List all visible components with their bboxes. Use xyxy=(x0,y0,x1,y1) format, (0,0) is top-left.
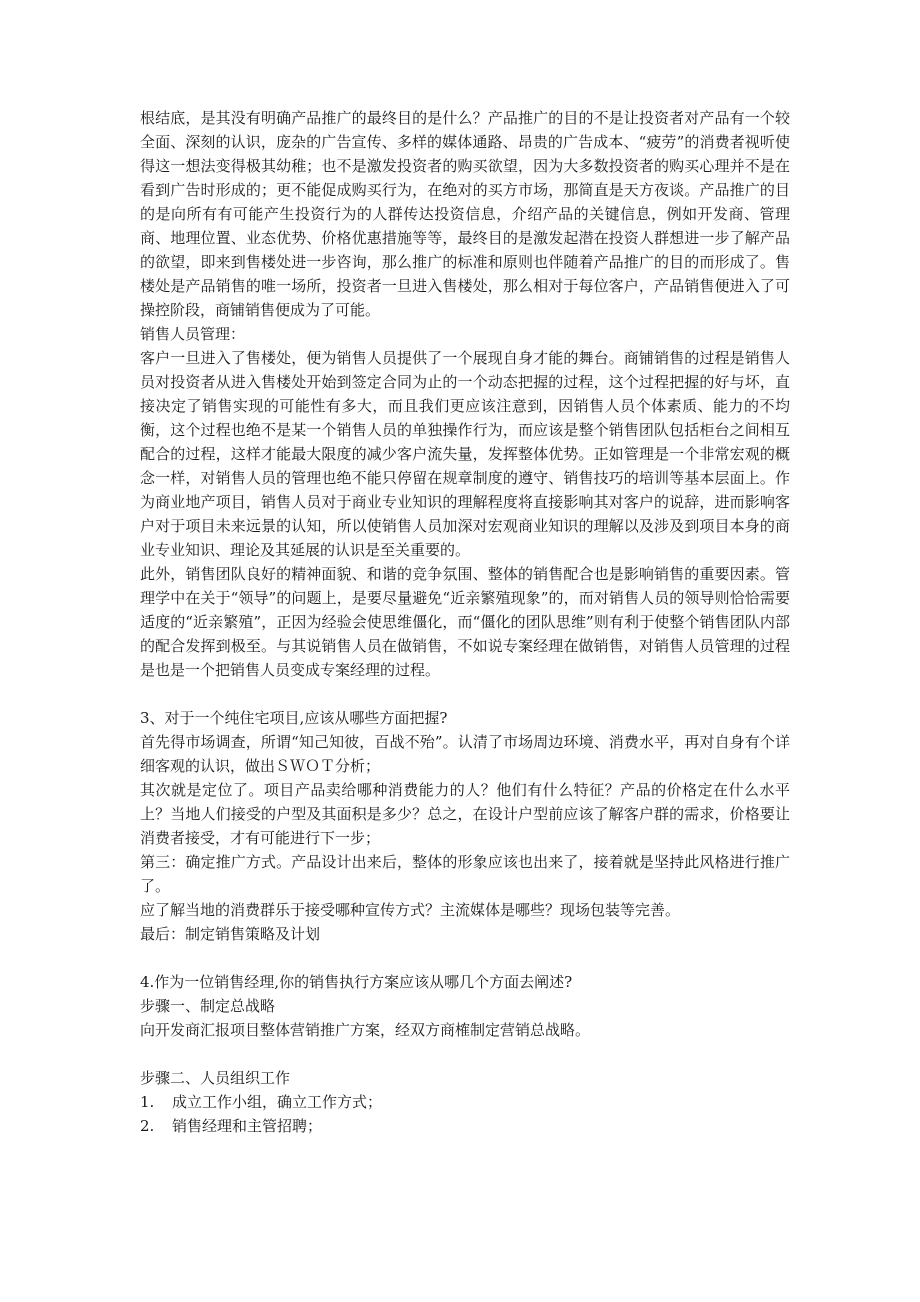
list-text: 销售经理和主管招聘； xyxy=(172,1117,323,1135)
list-number: 2. xyxy=(140,1117,155,1135)
spacer xyxy=(140,946,790,970)
question-3-heading: 3、对于一个纯住宅项目,应该从哪些方面把握? xyxy=(140,709,448,727)
step-1-title: 步骤一、制定总战略 xyxy=(140,997,276,1015)
question-3-line: 第三：确定推广方式。产品设计出来后，整体的形象应该也出来了，接着就是坚持此风格进行推广了。 xyxy=(140,853,790,895)
document-body xyxy=(140,106,790,1138)
list-number: 1. xyxy=(140,1093,155,1111)
step-2-title: 步骤二、人员组织工作 xyxy=(140,1069,291,1087)
question-3-line: 首先得市场调查，所谓“知己知彼，百战不殆”。认清了市场周边环境、消费水平，再对自身有个详细客观的认识，做出ＳＷＯＴ分析； xyxy=(140,733,790,775)
question-3-line: 其次就是定位了。项目产品卖给哪种消费能力的人？他们有什么特征？产品的价格定在什么水平上？当地人们接受的户型及其面积是多少？总之，在设计户型前应该了解客户群的需求，价格要让消费者接受，才有可能进行下一步； xyxy=(140,781,790,847)
paragraph-team: 此外，销售团队良好的精神面貌、和谐的竞争氛围、整体的销售配合也是影响销售的重要因素。管理学中在关于“领导”的问题上，是要尽量避免“近亲繁殖现象”的，而对销售人员的领导则恰恰需要适度的“近亲繁殖”，正因为经验会使思维僵化，而“僵化的团队思维”则有利于使整个销售团队内部的配合发挥到极至。与其说销售人员在做销售，不如说专案经理在做销售，对销售人员管理的过程是也是一个把销售人员变成专案经理的过程。 xyxy=(140,565,790,679)
step-1-text: 向开发商汇报项目整体营销推广方案，经双方商榷制定营销总战略。 xyxy=(140,1021,591,1039)
list-text: 成立工作小组，确立工作方式； xyxy=(172,1093,383,1111)
question-3-line: 最后：制定销售策略及计划 xyxy=(140,925,321,943)
list-item xyxy=(140,1090,790,1114)
list-item xyxy=(140,1114,790,1138)
paragraph-sales-staff: 客户一旦进入了售楼处，便为销售人员提供了一个展现自身才能的舞台。商铺销售的过程是销售人员对投资者从进入售楼处开始到签定合同为止的一个动态把握的过程，这个过程把握的好与坏，直接决定了销售实现的可能性有多大，而且我们更应该注意到，因销售人员个体素质、能力的不均衡，这个过程也绝不是某一个销售人员的单独操作行为，而应该是整个销售团队包括柜台之间相互配合的过程，这样才能最大限度的减少客户流失量，发挥整体优势。正如管理是一个非常宏观的概念一样，对销售人员的管理也绝不能只停留在规章制度的遵守、销售技巧的培训等基本层面上。作为商业地产项目，销售人员对于商业专业知识的理解程度将直接影响其对客户的说辞，进而影响客户对于项目未来远景的认知，所以使销售人员加深对宏观商业知识的理解以及涉及到项目本身的商业专业知识、理论及其延展的认识是至关重要的。 xyxy=(140,349,790,559)
spacer xyxy=(140,682,790,706)
question-3-line: 应了解当地的消费群乐于接受哪种宣传方式？主流媒体是哪些？现场包装等完善。 xyxy=(140,901,681,919)
question-4-heading: 4.作为一位销售经理,你的销售执行方案应该从哪几个方面去阐述? xyxy=(140,973,573,991)
section-heading-sales-staff: 销售人员管理： xyxy=(140,325,246,343)
paragraph-intro: 根结底，是其没有明确产品推广的最终目的是什么？产品推广的目的不是让投资者对产品有一个较全面、深刻的认识，庞杂的广告宣传、多样的媒体通路、昂贵的广告成本、“疲劳”的消费者视听使得这一想法变得极其幼稚；也不是激发投资者的购买欲望，因为大多数投资者的购买心理并不是在看到广告时形成的；更不能促成购买行为，在绝对的买方市场，那简直是天方夜谈。产品推广的目的是向所有有可能产生投资行为的人群传达投资信息，介绍产品的关键信息，例如开发商、管理商、地理位置、业态优势、价格优惠措施等等，最终目的是激发起潜在投资人群想进一步了解产品的欲望，即来到售楼处进一步咨询，那么推广的标准和原则也伴随着产品推广的目的而形成了。售楼处是产品销售的唯一场所，投资者一旦进入售楼处，那么相对于每位客户，产品销售便进入了可操控阶段，商铺销售便成为了可能。 xyxy=(140,109,790,319)
spacer xyxy=(140,1042,790,1066)
